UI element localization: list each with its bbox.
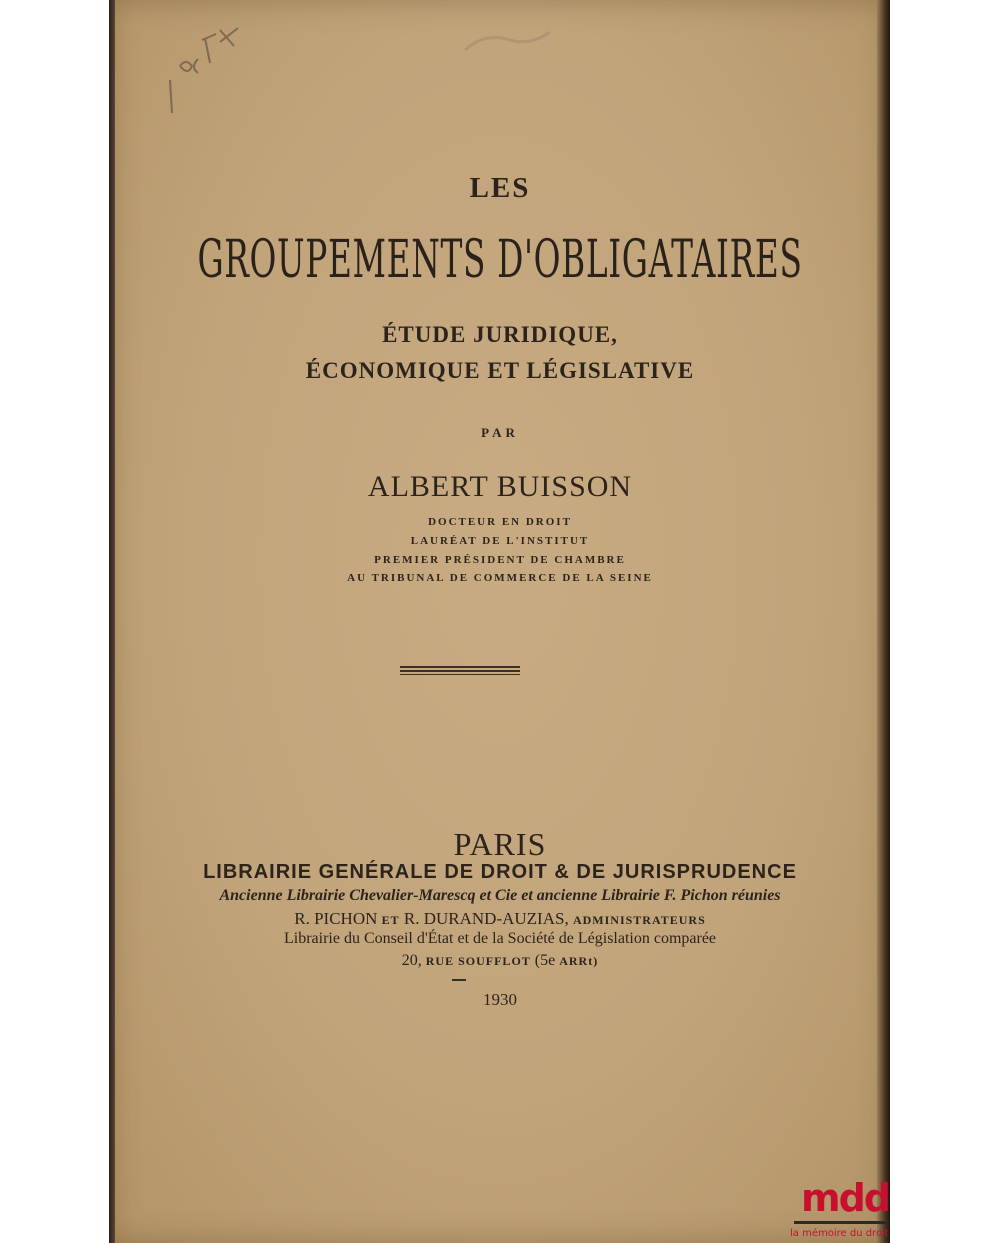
- pencil-annotation: [150, 18, 250, 118]
- author-credential: DOCTEUR EN DROIT: [428, 516, 572, 528]
- author-credential: AU TRIBUNAL DE COMMERCE DE LA SEINE: [347, 572, 653, 584]
- pretitle: LES: [469, 172, 531, 204]
- mdd-logo: [790, 1178, 900, 1243]
- logo-tagline: la mémoire du droit: [790, 1228, 889, 1239]
- author-credential: LAURÉAT DE L'INSTITUT: [410, 535, 590, 547]
- by-label: PAR: [481, 425, 519, 440]
- publisher-administrators: R. PICHON ET R. DURAND-AUZIAS, ADMINISTRATEURS: [294, 909, 706, 928]
- faded-stamp: [460, 22, 560, 62]
- publisher-address: 20, RUE SOUFFLOT (5e ARRt): [401, 952, 599, 969]
- author-name: ALBERT BUISSON: [367, 470, 633, 503]
- author-credential: PREMIER PRÉSIDENT DE CHAMBRE: [374, 554, 626, 566]
- separator-dash: [452, 979, 466, 981]
- subtitle-line-2: ÉCONOMIQUE ET LÉGISLATIVE: [305, 358, 695, 383]
- ornamental-rule: [400, 666, 520, 675]
- publication-year: 1930: [483, 990, 517, 1009]
- book-title: GROUPEMENTS D'OBLIGATAIRES: [197, 230, 803, 290]
- logo-mark: mdd: [801, 1176, 889, 1220]
- subtitle-line-1: ÉTUDE JURIDIQUE,: [382, 322, 618, 347]
- publisher-affiliation: Librairie du Conseil d'État et de la Société de Législation comparée: [283, 930, 717, 947]
- logo-bar: [794, 1221, 886, 1224]
- publication-city: PARIS: [453, 826, 547, 862]
- publisher-history: Ancienne Librairie Chevalier-Marescq et Cie et ancienne Librairie F. Pichon réunies: [219, 887, 781, 904]
- publisher-name: LIBRAIRIE GENÉRALE DE DROIT & DE JURISPRUDENCE: [203, 861, 797, 883]
